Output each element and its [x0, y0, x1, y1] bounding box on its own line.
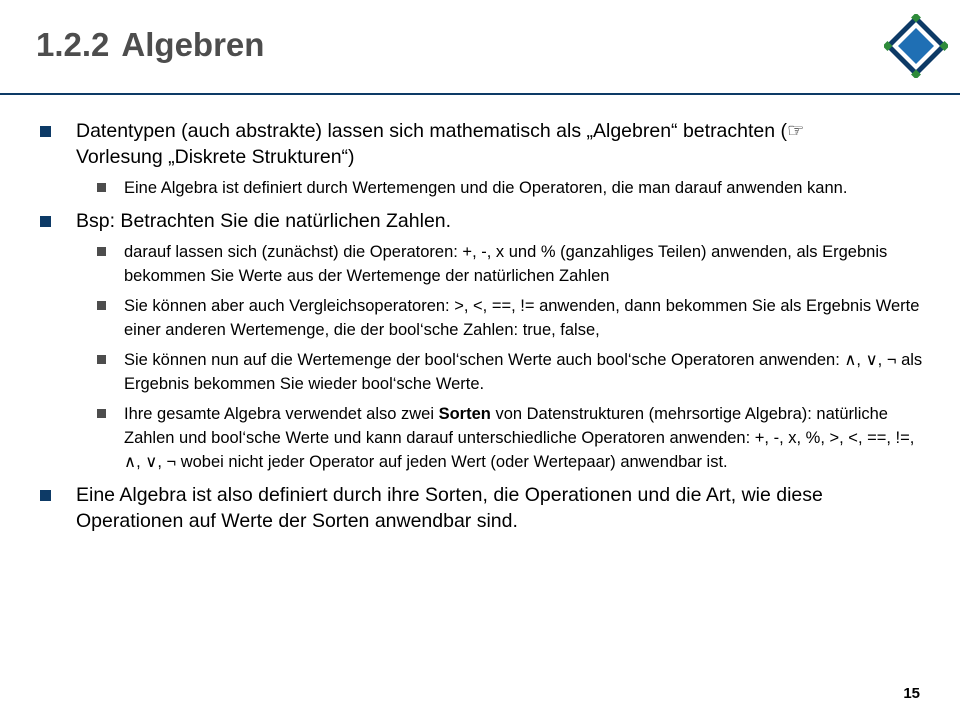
subbullet-algebra-definition [0, 176, 960, 200]
subbullet-text: Sie können aber auch Vergleichsoperatoren: >, <, ==, != anwenden, dann bekommen Sie als Ergebnis Werte einer anderen Wertemenge, die der bool‘sche Zahlen: true, false, [124, 297, 920, 339]
slide-title [36, 26, 264, 64]
subbullet-boolean-operators [0, 348, 960, 396]
subbullet-arithmetic-operators [0, 240, 960, 288]
square-bullet-icon [97, 183, 106, 192]
bullet-text: Eine Algebra ist also definiert durch ihre Sorten, die Operationen und die Art, wie diese Operationen auf Werte der Sorten anwendbar sind. [76, 484, 823, 532]
square-bullet-icon [97, 409, 106, 418]
square-bullet-icon [40, 490, 51, 501]
subbullet-text-before: Ihre gesamte Algebra verwendet also zwei [124, 405, 439, 423]
slide-content [0, 118, 960, 540]
subbullet-comparison-operators [0, 294, 960, 342]
bullet-beispiel [0, 208, 960, 234]
keyword-sorten: Sorten [438, 405, 491, 423]
title-divider [0, 93, 960, 95]
subbullet-text-after: von Datenstrukturen (mehrsortige Algebra): natürliche Zahlen und bool‘sche Werte und kann darauf unterschiedliche Operatoren anwenden: +, -, x, %, >, <, ==, !=, ∧, ∨, ¬ wobei nicht jeder Operator auf jeden Wert (oder Wertepaar) anwendbar ist. [124, 405, 915, 471]
page-number: 15 [903, 685, 920, 702]
subbullet-text: Sie können nun auf die Wertemenge der bool‘schen Werte auch bool‘sche Operatoren anwenden: ∧, ∨, ¬ als Ergebnis bekommen Sie wieder bool‘sche Werte. [124, 351, 923, 393]
bullet-text-part2: Vorlesung „Diskrete Strukturen“) [76, 146, 355, 168]
bullet-conclusion [0, 482, 960, 534]
bullet-text: Bsp: Betrachten Sie die natürlichen Zahlen. [76, 210, 452, 232]
square-bullet-icon [40, 126, 51, 137]
subbullet-sorten [0, 402, 960, 474]
diamond-logo-icon [884, 14, 948, 78]
subbullet-text: Eine Algebra ist definiert durch Wertemengen und die Operatoren, die man darauf anwenden kann. [124, 179, 848, 197]
square-bullet-icon [97, 301, 106, 310]
square-bullet-icon [40, 216, 51, 227]
pointing-hand-icon: ☞ [787, 120, 805, 142]
square-bullet-icon [97, 355, 106, 364]
subbullet-text: darauf lassen sich (zunächst) die Operatoren: +, -, x und % (ganzahliges Teilen) anwenden, als Ergebnis bekommen Sie Werte aus der Wertemenge der natürlichen Zahlen [124, 243, 888, 285]
section-title: Algebren [121, 26, 265, 63]
section-number: 1.2.2 [36, 26, 110, 63]
bullet-text-part1: Datentypen (auch abstrakte) lassen sich mathematisch als „Algebren“ betrachten ( [76, 120, 788, 142]
square-bullet-icon [97, 247, 106, 256]
bullet-datentypen [0, 118, 960, 170]
